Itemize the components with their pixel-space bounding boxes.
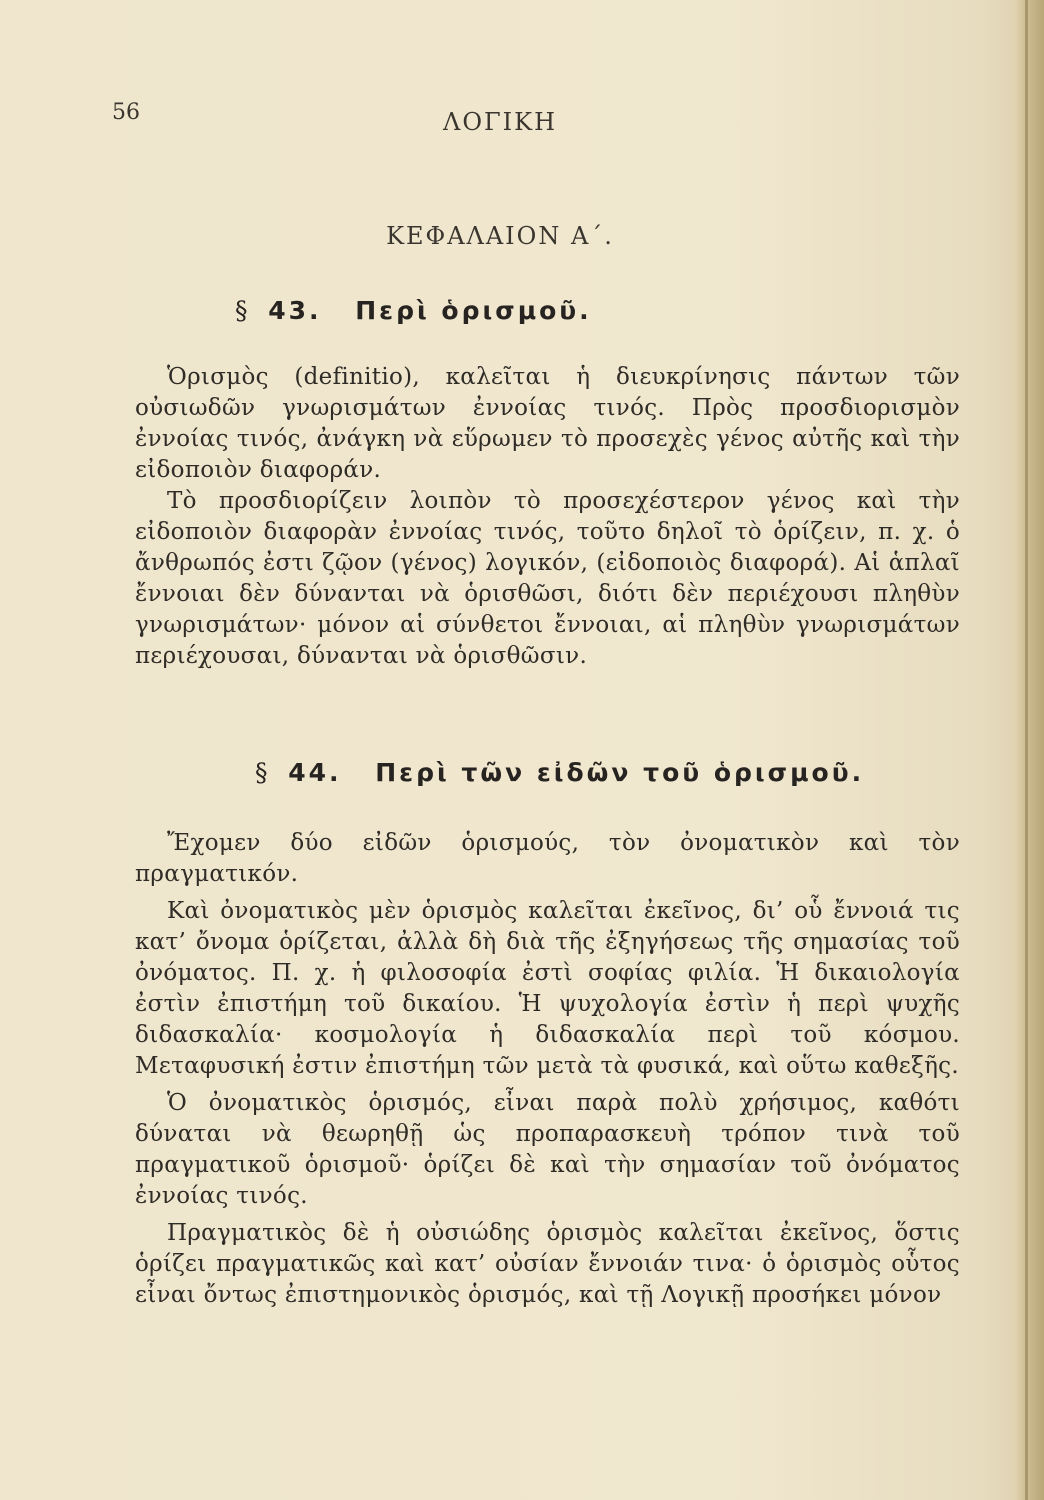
paragraph: Ὁ ὀνοματικὸς ὁρισμός, εἶναι παρὰ πολὺ χρήσιμος, καθότι δύναται νὰ θεωρηθῇ ὡς προπαρασκευὴ τρόπον τινὰ τοῦ πραγματικοῦ ὁρισμοῦ· ὁρίζει δὲ καὶ τὴν σημασίαν τοῦ ὀνόματος ἐννοίας τινός. bbox=[135, 1090, 960, 1209]
paragraph: Ἔχομεν δύο εἰδῶν ὁρισμούς, τὸν ὀνοματικὸν καὶ τὸν πραγματικόν. bbox=[135, 830, 960, 887]
page-number: 56 bbox=[112, 100, 140, 125]
binding-edge bbox=[1025, 0, 1028, 1500]
paragraph: Καὶ ὀνοματικὸς μὲν ὁρισμὸς καλεῖται ἐκεῖνος, δι’ οὗ ἔννοιά τις κατ’ ὄνομα ὁρίζεται, ἀλλὰ δὴ διὰ τῆς ἐξηγήσεως τῆς σημασίας τοῦ ὀνόματος. Π. χ. ἡ φιλοσοφία ἐστὶ σοφίας φιλία. Ἡ δικαιολογία ἐστὶν ἐπιστήμη τοῦ δικαίου. Ἡ ψυχολογία ἐστὶν ἡ περὶ ψυχῆς διδασκαλία· κοσμολογία ἡ διδασκαλία περὶ τοῦ κόσμου. Μεταφυσική ἐστιν ἐπιστήμη τῶν μετὰ τὰ φυσικά, καὶ οὕτω καθεξῆς. bbox=[135, 898, 960, 1079]
section-sign: § bbox=[255, 758, 271, 787]
paragraph: Ὁρισμὸς (definitio), καλεῖται ἡ διευκρίνησις πάντων τῶν οὐσιωδῶν γνωρισμάτων ἐννοίας τινός. Πρὸς προσδιορισμὸν ἐννοίας τινός, ἀνάγκη νὰ εὕρωμεν τὸ προσεχὲς γένος αὐτῆς καὶ τὴν εἰδοποιὸν διαφοράν. bbox=[135, 364, 960, 483]
running-head: ΛΟΓΙΚΗ bbox=[443, 108, 557, 136]
chapter-title: ΚΕΦΑΛΑΙΟΝ Α΄. bbox=[386, 222, 614, 250]
section-number: 43. bbox=[268, 296, 322, 325]
page-gutter bbox=[1014, 0, 1044, 1500]
paragraph: Τὸ προσδιορίζειν λοιπὸν τὸ προσεχέστερον γένος καὶ τὴν εἰδοποιὸν διαφορὰν ἐννοίας τινός, τοῦτο δηλοῖ τὸ ὁρίζειν, π. χ. ὁ ἄνθρωπός ἐστι ζῷον (γένος) λογικόν, (εἰδοποιὸς διαφορά). Αἱ ἁπλαῖ ἔννοιαι δὲν δύνανται νὰ ὁρισθῶσι, διότι δὲν περιέχουσι πληθὺν γνωρισμάτων· μόνον αἱ σύνθετοι ἔννοιαι, αἱ πληθὺν γνωρισμάτων περιέχουσαι, δύνανται νὰ ὁρισθῶσιν. bbox=[135, 488, 960, 669]
section-title: Περὶ ὁρισμοῦ. bbox=[355, 296, 592, 325]
section-heading-44 bbox=[255, 758, 864, 787]
section-body-44 bbox=[135, 828, 960, 1311]
paragraph: Πραγματικὸς δὲ ἡ οὐσιώδης ὁρισμὸς καλεῖται ἐκεῖνος, ὅστις ὁρίζει πραγματικῶς καὶ κατ’ οὐσίαν ἔννοιάν τινα· ὁ ὁρισμὸς οὗτος εἶναι ὄντως ἐπιστημονικὸς ὁρισμός, καὶ τῇ Λογικῇ προσήκει μόνον bbox=[135, 1220, 960, 1308]
section-title: Περὶ τῶν εἰδῶν τοῦ ὁρισμοῦ. bbox=[375, 758, 865, 787]
section-sign: § bbox=[235, 296, 251, 325]
section-number: 44. bbox=[288, 758, 342, 787]
section-body-43 bbox=[135, 362, 960, 672]
section-heading-43 bbox=[235, 296, 592, 325]
